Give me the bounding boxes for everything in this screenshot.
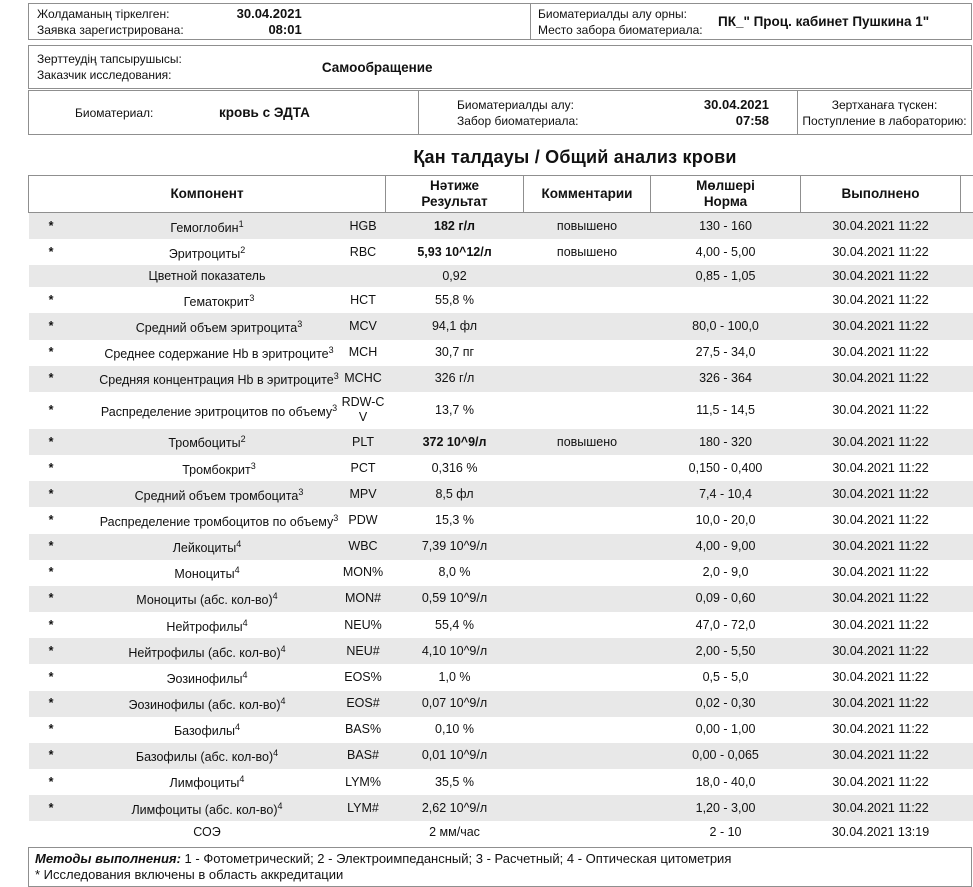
table-row <box>29 392 973 429</box>
done-value: 30.04.2021 11:22 <box>832 696 929 711</box>
component-name: СОЭ <box>193 824 221 839</box>
component-name: Нейтрофилы (абс. кол-во)$^4$ <box>128 643 286 660</box>
component-name: Средний объем тромбоцита$^3$ <box>134 486 304 503</box>
norm-value: 7,4 - 10,4 <box>699 486 752 501</box>
norm-value: 2 - 10 <box>709 824 742 839</box>
result-value: 30,7 пг <box>434 345 475 360</box>
component-name: Среднее содержание Hb в эритроците$^3$ <box>104 345 334 362</box>
table-header-row <box>29 176 973 213</box>
component-code: MON% <box>342 565 384 580</box>
component-name: Средний объем эритроцита$^3$ <box>135 318 303 336</box>
norm-value: 10,0 - 20,0 <box>695 512 756 527</box>
result-value: 4,10 10^9/л <box>421 643 488 658</box>
extra-cell <box>961 717 973 743</box>
extra-cell <box>961 586 973 612</box>
customer-label-kz: Зерттеудің тапсырушысы: <box>37 52 182 66</box>
result-value: 0,01 10^9/л <box>421 748 488 763</box>
row-star: * <box>48 292 54 307</box>
result-value: 182 г/л <box>434 218 475 233</box>
row-star: * <box>48 218 54 233</box>
done-value: 30.04.2021 11:22 <box>832 292 929 307</box>
done-value: 30.04.2021 11:22 <box>832 800 929 815</box>
result-value: 326 г/л <box>434 371 475 386</box>
comment-value <box>524 664 651 690</box>
extra-cell <box>961 265 973 287</box>
norm-value: 2,00 - 5,50 <box>695 643 756 658</box>
result-value: 55,4 % <box>435 617 474 632</box>
component-code: LYM# <box>347 800 379 815</box>
done-value: 30.04.2021 11:22 <box>832 643 929 658</box>
norm-value: 130 - 160 <box>699 218 752 233</box>
norm-value: 0,85 - 1,05 <box>695 268 756 283</box>
accreditation-note: * Исследования включены в область аккредитации <box>35 867 344 883</box>
result-value: 372 10^9/л <box>422 434 487 449</box>
norm-value: 1,20 - 3,00 <box>695 800 756 815</box>
norm-value: 27,5 - 34,0 <box>695 345 756 360</box>
result-value: 15,3 % <box>435 512 474 527</box>
done-value: 30.04.2021 11:22 <box>832 512 929 527</box>
component-name: Нейтрофилы$^4$ <box>166 617 248 634</box>
component-name: Распределение тромбоцитов по объему$^3$ <box>99 512 339 530</box>
norm-value: 4,00 - 9,00 <box>695 539 756 554</box>
component-code: MON# <box>344 591 382 606</box>
table-row <box>29 313 973 339</box>
header-component <box>29 176 386 213</box>
component-code: PCT <box>350 460 376 475</box>
collect-label-kz: Биоматериалды алу: <box>457 97 574 112</box>
row-star: * <box>48 565 54 580</box>
received-label-ru: Поступление в лабораторию: <box>802 113 967 128</box>
component-code <box>341 821 386 843</box>
table-row <box>29 481 973 507</box>
norm-value: 47,0 - 72,0 <box>695 617 756 632</box>
component-name: Базофилы (абс. кол-во)$^4$ <box>135 748 279 765</box>
comment-value: повышено <box>556 244 618 259</box>
component-code: MPV <box>349 486 377 501</box>
norm-value: 0,02 - 0,30 <box>695 696 756 711</box>
done-value: 30.04.2021 11:22 <box>832 591 929 606</box>
place-label-ru: Место забора биоматериала: <box>538 22 703 37</box>
row-star: * <box>48 696 54 711</box>
done-value: 30.04.2021 11:22 <box>832 669 929 684</box>
row-star: * <box>48 539 54 554</box>
component-code: BAS# <box>347 748 379 763</box>
result-value: 13,7 % <box>435 402 474 417</box>
done-value: 30.04.2021 11:22 <box>832 617 929 632</box>
norm-value: 0,00 - 1,00 <box>695 722 756 737</box>
row-star: * <box>48 371 54 386</box>
result-value: 1,0 % <box>438 669 471 684</box>
extra-cell <box>961 429 973 455</box>
extra-cell <box>961 455 973 481</box>
table-row <box>29 638 973 664</box>
table-row <box>29 366 973 392</box>
component-code: MCH <box>348 345 378 360</box>
norm-value: 326 - 364 <box>699 371 752 386</box>
row-star: * <box>48 486 54 501</box>
lab-received-cell <box>798 91 971 134</box>
comment-value <box>524 638 651 664</box>
methods-line <box>35 851 965 867</box>
done-value: 30.04.2021 11:22 <box>832 345 929 360</box>
component-name: Лимфоциты$^4$ <box>169 774 245 791</box>
component-code: PDW <box>348 512 378 527</box>
done-value: 30.04.2021 11:22 <box>832 371 929 386</box>
component-name: Цветной показатель <box>148 268 266 283</box>
extra-cell <box>961 795 973 821</box>
component-name: Эозинофилы (абс. кол-во)$^4$ <box>128 696 286 713</box>
registered-time: 08:01 <box>268 22 302 37</box>
header-norm-ru: Норма <box>703 194 748 209</box>
norm-value: 180 - 320 <box>699 434 752 449</box>
component-code: HGB <box>349 218 377 233</box>
biomaterial-cell <box>29 91 419 134</box>
norm-value: 18,0 - 40,0 <box>695 774 756 789</box>
comment-value <box>524 795 651 821</box>
header-result <box>386 176 524 213</box>
comment-value <box>524 769 651 795</box>
row-star: * <box>48 460 54 475</box>
extra-cell <box>961 213 973 240</box>
extra-cell <box>961 638 973 664</box>
comment-value <box>524 287 651 313</box>
collect-time: 07:58 <box>735 112 769 128</box>
norm-value: 0,5 - 5,0 <box>702 669 749 684</box>
done-value: 30.04.2021 11:22 <box>832 565 929 580</box>
registered-date: 30.04.2021 <box>236 6 302 21</box>
collect-label-ru: Забор биоматериала: <box>457 113 579 128</box>
biomaterial-value: кровь с ЭДТА <box>219 105 310 120</box>
component-code: PLT <box>352 434 374 449</box>
extra-cell <box>961 313 973 339</box>
row-star: * <box>48 402 54 417</box>
table-row <box>29 265 973 287</box>
done-value: 30.04.2021 11:22 <box>832 319 929 334</box>
comment-value <box>524 481 651 507</box>
comment-value <box>524 743 651 769</box>
extra-cell <box>961 239 973 265</box>
row-star: * <box>48 748 54 763</box>
table-row <box>29 743 973 769</box>
header-component-label: Компонент <box>170 186 244 201</box>
component-name: Эозинофилы$^4$ <box>166 669 248 686</box>
extra-cell <box>961 769 973 795</box>
done-value: 30.04.2021 11:22 <box>832 434 929 449</box>
row-star: * <box>48 319 54 334</box>
table-row <box>29 507 973 533</box>
extra-cell <box>961 507 973 533</box>
component-name: Моноциты (абс. кол-во)$^4$ <box>136 591 278 608</box>
extra-cell <box>961 534 973 560</box>
done-value: 30.04.2021 11:22 <box>832 748 929 763</box>
header-extra <box>961 176 973 213</box>
done-value: 30.04.2021 11:22 <box>832 268 929 283</box>
methods-text: 1 - Фотометрический; 2 - Электроимпедансный; 3 - Расчетный; 4 - Оптическая цитометрия <box>180 851 732 867</box>
component-code: EOS# <box>346 696 380 711</box>
norm-value: 2,0 - 9,0 <box>702 565 749 580</box>
comment-value <box>524 534 651 560</box>
biomaterial-box <box>28 90 972 135</box>
row-star <box>29 821 74 843</box>
customer-value: Самообращение <box>321 59 433 75</box>
biomaterial-label: Биоматериал: <box>75 105 154 120</box>
component-name: Средняя концентрация Hb в эритроците$^3$ <box>99 371 339 388</box>
comment-value <box>524 821 651 843</box>
comment-value <box>524 586 651 612</box>
result-value: 0,92 <box>442 268 467 283</box>
lab-report-page <box>0 3 972 883</box>
received-label-kz: Зертханаға түскен: <box>831 97 938 112</box>
results-tbody <box>29 213 973 844</box>
comment-value <box>524 717 651 743</box>
table-row <box>29 612 973 638</box>
header-norm-kz: Мөлшері <box>696 178 755 193</box>
done-value: 30.04.2021 11:22 <box>832 402 929 417</box>
norm-value: 11,5 - 14,5 <box>696 402 755 417</box>
registration-box <box>28 3 972 40</box>
component-code: MCHC <box>344 371 382 386</box>
comment-value <box>524 612 651 638</box>
extra-cell <box>961 743 973 769</box>
result-value: 7,39 10^9/л <box>421 539 488 554</box>
collect-date: 30.04.2021 <box>703 96 769 112</box>
collection-time-cell <box>419 91 798 134</box>
component-name: Лимфоциты (абс. кол-во)$^4$ <box>131 800 283 817</box>
component-code: EOS% <box>344 669 382 684</box>
norm-value: 4,00 - 5,00 <box>695 244 756 259</box>
extra-cell <box>961 287 973 313</box>
header-result-kz: Нәтиже <box>429 178 480 193</box>
norm-value <box>651 287 801 313</box>
table-row <box>29 534 973 560</box>
result-value: 8,0 % <box>438 565 471 580</box>
registered-label-kz: Жолдаманың тіркелген: <box>37 7 170 21</box>
comment-value <box>524 691 651 717</box>
extra-cell <box>961 821 973 843</box>
norm-value: 0,150 - 0,400 <box>688 460 763 475</box>
row-star: * <box>48 434 54 449</box>
result-value: 2 мм/час <box>429 824 480 839</box>
customer-label-ru: Заказчик исследования: <box>37 68 172 82</box>
row-star: * <box>48 800 54 815</box>
done-value: 30.04.2021 11:22 <box>832 722 929 737</box>
table-row <box>29 287 973 313</box>
extra-cell <box>961 392 973 429</box>
done-value: 30.04.2021 11:22 <box>832 486 929 501</box>
table-row <box>29 717 973 743</box>
comment-value: повышено <box>556 218 618 233</box>
table-row <box>29 769 973 795</box>
extra-cell <box>961 481 973 507</box>
registration-cell <box>29 4 531 39</box>
component-name: Гемоглобин$^1$ <box>170 218 244 235</box>
comment-value <box>524 340 651 366</box>
component-name: Гематокрит$^3$ <box>183 292 255 309</box>
extra-cell <box>961 612 973 638</box>
norm-value: 80,0 - 100,0 <box>692 319 759 334</box>
table-row <box>29 691 973 717</box>
table-row <box>29 213 973 240</box>
row-star: * <box>48 617 54 632</box>
component-name: Эритроциты$^2$ <box>168 244 246 261</box>
row-star: * <box>48 512 54 527</box>
component-code: RBC <box>349 244 377 259</box>
results-table <box>28 175 973 843</box>
header-done: Выполнено <box>801 176 961 213</box>
component-name: Тромбоциты$^2$ <box>168 434 246 451</box>
norm-value: 0,09 - 0,60 <box>695 591 756 606</box>
row-star: * <box>48 669 54 684</box>
table-row <box>29 340 973 366</box>
component-name: Лейкоциты$^4$ <box>172 539 242 556</box>
comment-value <box>524 392 651 429</box>
extra-cell <box>961 340 973 366</box>
component-code: NEU# <box>346 643 380 658</box>
row-star: * <box>48 591 54 606</box>
header-comments: Комментарии <box>524 176 651 213</box>
result-value: 0,07 10^9/л <box>421 696 488 711</box>
table-row <box>29 239 973 265</box>
component-code: BAS% <box>344 722 382 737</box>
comment-value <box>524 313 651 339</box>
extra-cell <box>961 664 973 690</box>
component-name: Распределение эритроцитов по объему$^3$ <box>100 402 338 420</box>
collection-place-cell <box>531 4 971 39</box>
comment-value <box>524 560 651 586</box>
header-norm <box>651 176 801 213</box>
result-value: 35,5 % <box>435 774 474 789</box>
table-row <box>29 586 973 612</box>
table-row <box>29 664 973 690</box>
component-name: Тромбокрит$^3$ <box>182 460 256 477</box>
table-row <box>29 429 973 455</box>
table-row <box>29 560 973 586</box>
result-value: 0,316 % <box>431 460 478 475</box>
result-value: 0,59 10^9/л <box>421 591 488 606</box>
row-star: * <box>48 774 54 789</box>
result-value: 0,10 % <box>435 722 474 737</box>
component-code: HCT <box>350 292 376 307</box>
result-value: 55,8 % <box>435 292 474 307</box>
comment-value <box>524 507 651 533</box>
component-code: LYM% <box>345 774 381 789</box>
report-title: Қан талдауы / Общий анализ крови <box>413 147 737 167</box>
component-code <box>341 265 386 287</box>
component-name: Моноциты$^4$ <box>174 565 240 582</box>
customer-box <box>28 45 972 89</box>
footer-box <box>28 847 972 887</box>
component-code: NEU% <box>344 617 382 632</box>
table-row <box>29 795 973 821</box>
place-value: ПК_" Проц. кабинет Пушкина 1" <box>718 14 930 29</box>
row-star: * <box>48 722 54 737</box>
comment-value: повышено <box>556 434 618 449</box>
result-value: 2,62 10^9/л <box>421 800 488 815</box>
component-name: Базофилы$^4$ <box>173 722 241 739</box>
table-row <box>29 821 973 843</box>
place-label-kz: Биоматериалды алу орны: <box>538 6 687 21</box>
registered-label-ru: Заявка зарегистрирована: <box>37 23 184 37</box>
row-star: * <box>48 345 54 360</box>
header-result-ru: Результат <box>421 194 488 209</box>
done-value: 30.04.2021 11:22 <box>832 460 929 475</box>
comment-value <box>524 366 651 392</box>
extra-cell <box>961 691 973 717</box>
result-value: 5,93 10^12/л <box>417 244 492 259</box>
done-value: 30.04.2021 13:19 <box>831 824 930 839</box>
methods-label: Методы выполнения: <box>35 851 181 867</box>
row-star: * <box>48 643 54 658</box>
done-value: 30.04.2021 11:22 <box>832 774 929 789</box>
component-code: MCV <box>349 319 377 334</box>
row-star <box>29 265 74 287</box>
result-value: 94,1 фл <box>431 319 478 334</box>
comment-value <box>524 265 651 287</box>
row-star: * <box>48 244 54 259</box>
done-value: 30.04.2021 11:22 <box>832 218 929 233</box>
component-code: RDW-CV <box>341 395 385 425</box>
norm-value: 0,00 - 0,065 <box>692 748 759 763</box>
result-value: 8,5 фл <box>435 486 474 501</box>
component-code: WBC <box>348 539 378 554</box>
done-value: 30.04.2021 11:22 <box>832 539 929 554</box>
extra-cell <box>961 560 973 586</box>
done-value: 30.04.2021 11:22 <box>832 244 929 259</box>
table-row <box>29 455 973 481</box>
extra-cell <box>961 366 973 392</box>
comment-value <box>524 455 651 481</box>
